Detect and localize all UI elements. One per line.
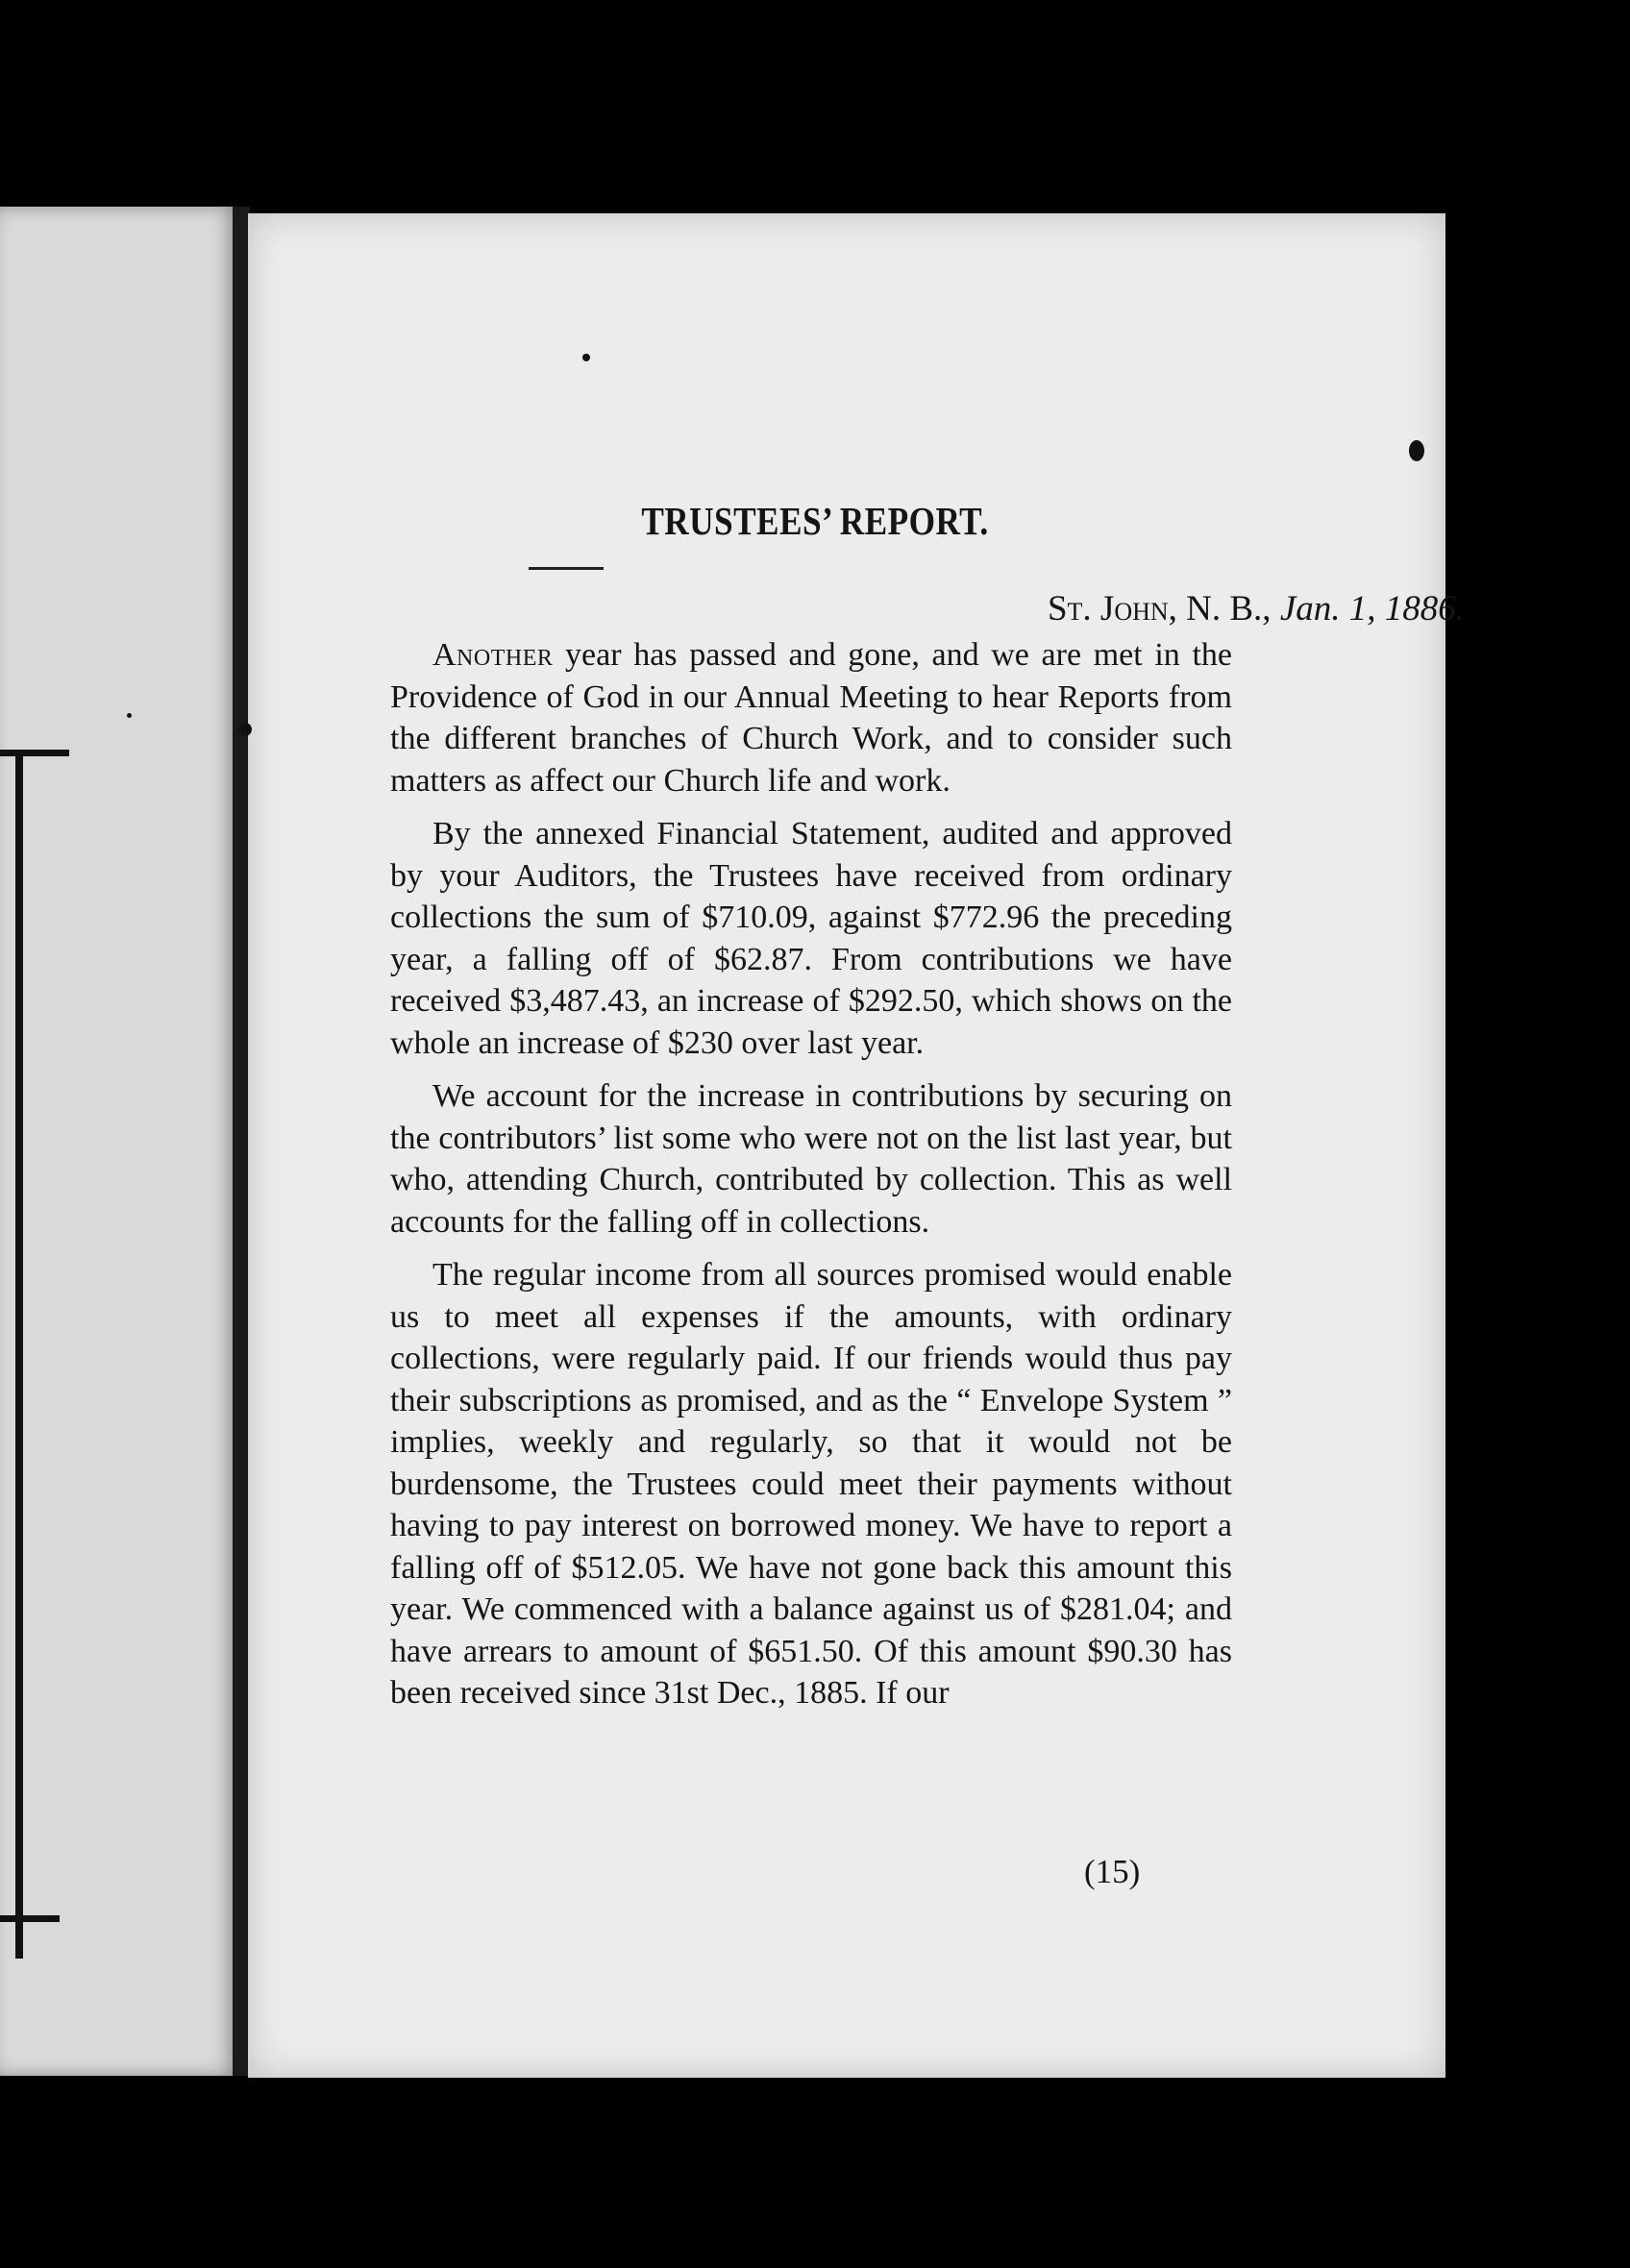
paragraph-2: By the annexed Financial Statement, audited and approved by your Auditors, the Trustees have received from ordinary collections the sum of $710.09, against $772.96 the preceding year, a falling off of $62.87. From contributions we have received $3,487.43, an increase of $292.50, which shows on the whole an increase of $230 over last year. [390,816,1232,1061]
paragraph-1 [390,634,1232,801]
paragraph-text: year has passed and gone, and we are met in the Providence of God in our Annual Meeting to hear Reports from the different branches of Church Work, and to consider such matters as affect our Church life and work. [390,637,1232,799]
report-title: TRUSTEES’ REPORT. [641,499,989,543]
paragraph-lead: Another [432,637,554,673]
left-page-rule-top [0,750,69,756]
paragraph-3: We account for the increase in contributions by securing on the contributors’ list some who were not on the list last year, but who, attending Church, contributed by collection. This as well accounts for the falling off in collections. [390,1078,1232,1240]
page-number: (15) [1084,1853,1141,1890]
dust-speck [582,354,590,361]
dateline-date: Jan. 1, 1886. [1279,589,1465,629]
report-body [390,634,1232,1726]
dateline-place: St. John, N. B., [1047,589,1272,629]
paragraph-4: The regular income from all sources promised would enable us to meet all expenses if the amounts, with ordinary collections, were regularly paid. If our friends would thus pay their subscriptions as promised, and as the “ Envelope System ” implies, weekly and regularly, so that it would not be burdensome, the Trustees could meet their payments without having to pay interest on borrowed money. We have to report a falling off of $512.05. We have not gone back this amount this year. We commenced with a balance against us of $281.04; and have arrears to amount of $651.50. Of this amount $90.30 has been received since 31st Dec., 1885. If our [390,1257,1232,1711]
dust-speck [1409,440,1424,461]
title-rule [529,567,604,570]
dateline [1048,588,1465,629]
dust-speck [127,713,132,718]
left-facing-page [0,207,236,2076]
left-page-rule-bottom [0,1915,60,1922]
left-page-rule-vertical [15,750,23,1959]
dust-speck [238,723,252,736]
